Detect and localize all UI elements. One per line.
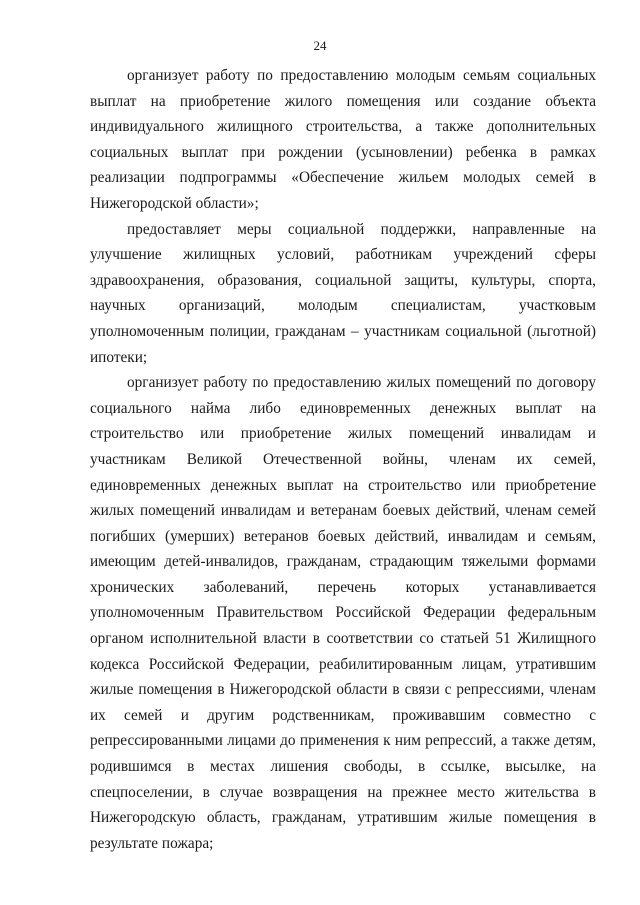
page-number: 24 bbox=[313, 38, 327, 53]
document-body bbox=[90, 63, 596, 856]
paragraph-social-support-measures: предоставляет меры социальной поддержки, направленные на улучшение жилищных условий, работникам учреждений сферы здравоохранения, образования, социальной защиты, культуры, спорта, научных организаций, молодым специалистам, участковым уполномоченным полиции, гражданам – участникам социальной (льготной) ипотеки; bbox=[90, 220, 596, 366]
paragraph-housing-provision-veterans: организует работу по предоставлению жилых помещений по договору социального найма либо единовременных денежных выплат на строительство или приобретение жилых помещений инвалидам и участникам Великой Отечественной войны, членам их семей, единовременных денежных выплат на строительство или приобретение жилых помещений инвалидам и ветеранам боевых действий, членам семей погибших (умерших) ветеранов боевых действий, инвалидам и семьям, имеющим детей-инвалидов, гражданам, страдающим тяжелыми формами хронических заболеваний, перечень которых устанавливается уполномоченным Правительством Российской Федерации федеральным органом исполнительной власти в соответствии со статьей 51 Жилищного кодекса Российской Федерации, реабилитированным лицам, утратившим жилые помещения в Нижегородской области в связи с репрессиями, членам их семей и другим родственникам, проживавшим совместно с репрессированными лицами до применения к ним репрессий, а также детям, родившимся в местах лишения свободы, в ссылке, высылке, на спецпоселении, в случае возвращения на прежнее место жительства в Нижегородскую область, гражданам, утратившим жилые помещения в результате пожара; bbox=[90, 374, 596, 852]
paragraph-housing-payments-young-families: организует работу по предоставлению молодым семьям социальных выплат на приобретение жилого помещения или создание объекта индивидуального жилищного строительства, а также дополнительных социальных выплат при рождении (усыновлении) ребенка в рамках реализации подпрограммы «Обеспечение жильем молодых семей в Нижегородской области»; bbox=[90, 67, 596, 212]
